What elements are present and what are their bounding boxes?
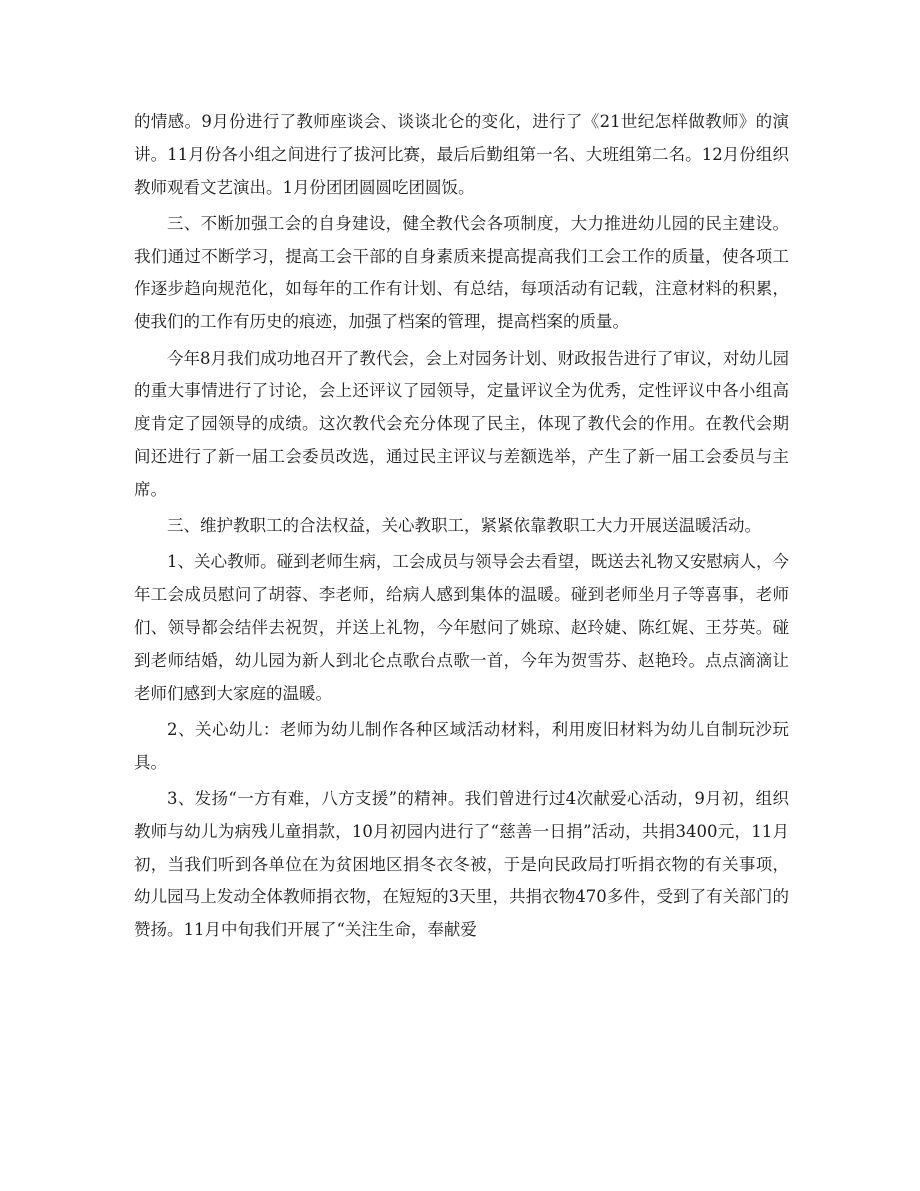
paragraph-staff-congress: 今年8月我们成功地召开了教代会，会上对园务计划、财政报告进行了审议，对幼儿园的重大事情进行了讨论，会上还评议了园领导，定量评议全为优秀，定性评议中各小组高度肯定了园领导的成绩。这次教代会充分体现了民主，体现了教代会的作用。在教代会期间还进行了新一届工会委员改选，通过民主评议与差额选举，产生了新一届工会委员与主席。: [134, 348, 789, 499]
paragraph-care-children: 2、关心幼儿：老师为幼儿制作各种区域活动材料，利用废旧材料为幼儿自制玩沙玩具。: [134, 719, 789, 772]
paragraph-care-teachers: 1、关心教师。碰到老师生病，工会成员与领导会去看望，既送去礼物又安慰病人，今年工会成员慰问了胡蓉、李老师，给病人感到集体的温暖。碰到老师坐月子等喜事，老师们、领导都会结伴去祝贺，并送上礼物，今年慰问了姚琼、赵玲婕、陈红娓、王芬英。碰到老师结婚，幼儿园为新人到北仑点歌台点歌一首，今年为贺雪芬、赵艳玲。点点滴滴让老师们感到大家庭的温暖。: [134, 552, 789, 703]
paragraph-continued: 的情感。9月份进行了教师座谈会、谈谈北仑的变化，进行了《21世纪怎样做教师》的演讲。11月份各小组之间进行了拔河比赛，最后后勤组第一名、大班组第二名。12月份组织教师观看文艺演出。1月份团团圆圆吃团圆饭。: [134, 112, 789, 197]
paragraph-donations: 3、发扬“一方有难，八方支援”的精神。我们曾进行过4次献爱心活动，9月初，组织教师与幼儿为病残儿童捐款，10月初园内进行了“慈善一日捐”活动，共捐3400元，11月初，当我们听到各单位在为贫困地区捐冬衣冬被，于是向民政局打听捐衣物的有关事项，幼儿园马上发动全体教师捐衣物，在短短的3天里，共捐衣物470多件，受到了有关部门的赞扬。11月中旬我们开展了“关注生命，奉献爱: [134, 788, 789, 940]
paragraph-union-self-building: 三、不断加强工会的自身建设，健全教代会各项制度，大力推进幼儿园的民主建设。我们通过不断学习，提高工会干部的自身素质来提高提高我们工会工作的质量，使各项工作逐步趋向规范化，如每年的工作有计划、有总结，每项活动有记载，注意材料的积累，使我们的工作有历史的痕迹，加强了档案的管理，提高档案的质量。: [134, 213, 789, 332]
paragraph-section-heading-rights: 三、维护教职工的合法权益，关心教职工，紧紧依靠教职工大力开展送温暖活动。: [167, 516, 761, 536]
document-body: [134, 106, 789, 950]
